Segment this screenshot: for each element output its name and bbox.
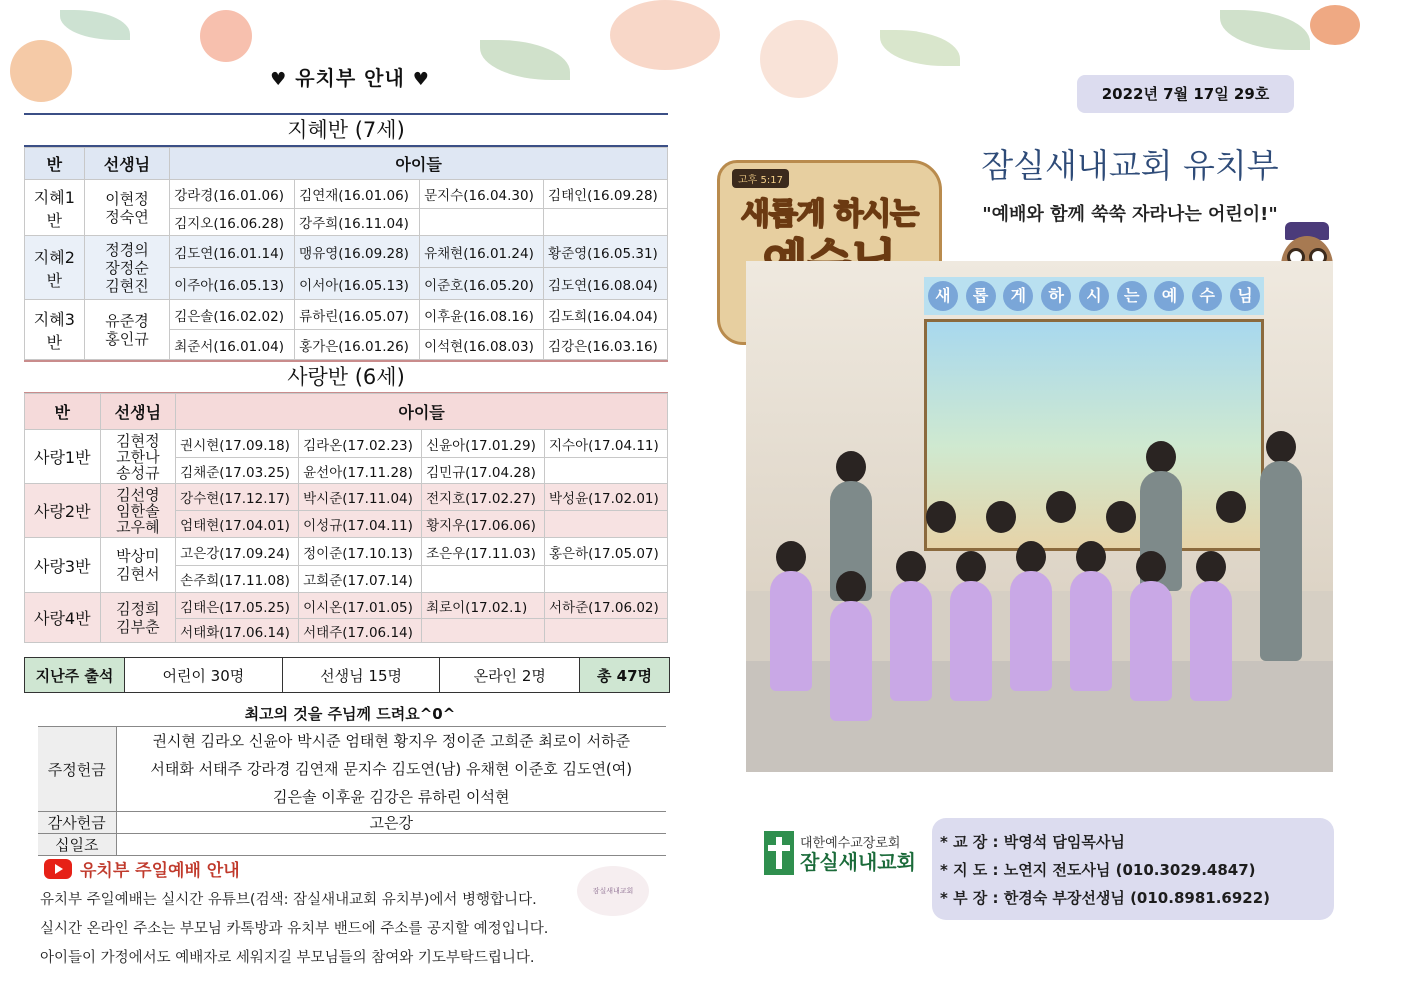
col-header-children: 아이들 xyxy=(176,394,668,430)
notice-line: 아이들이 가정에서도 예배자로 세워지길 부모님들의 참여와 기도부탁드립니다. xyxy=(40,950,535,966)
leaf-decoration xyxy=(1220,10,1310,50)
child-cell: 박시준(17.11.04) xyxy=(299,484,422,511)
notice-line: 실시간 온라인 주소는 부모님 카톡방과 유치부 밴드에 주소를 공지할 예정입니다. xyxy=(40,921,549,937)
col-header-class: 반 xyxy=(25,394,101,430)
youtube-notice-body xyxy=(40,886,548,973)
staff-info-box xyxy=(932,818,1334,920)
offering-title: 최고의 것을 주님께 드려요^0^ xyxy=(244,705,456,723)
class-name: 사랑4반 xyxy=(25,593,101,643)
child-cell: 강수현(17.12.17) xyxy=(176,484,299,511)
child-cell: 황준영(16.05.31) xyxy=(544,236,668,268)
child-cell: 이준호(16.05.20) xyxy=(420,268,544,300)
child-cell: 문지수(16.04.30) xyxy=(420,180,544,209)
class-teachers: 유준경 홍인규 xyxy=(84,300,170,360)
child-cell xyxy=(545,619,668,643)
offering-table xyxy=(38,726,666,856)
photo-children-group xyxy=(776,431,1316,691)
offering-names-line: 서태화 서태주 강라경 김연재 문지수 김도연(남) 유채현 이준호 김도연(여) xyxy=(150,760,633,778)
child-cell: 고은강(17.09.24) xyxy=(176,538,299,566)
notice-line: 유치부 주일예배는 실시간 유튜브(검색: 잠실새내교회 유치부)에서 병행합니다. xyxy=(40,892,537,908)
staff-line: * 교 장 : 박영석 담임목사님 xyxy=(940,833,1125,851)
offering-names-line: 권시현 김라오 신윤아 박시준 엄태현 황지우 정이준 고희준 최로이 서하준 xyxy=(152,732,631,750)
child-cell: 이시온(17.01.05) xyxy=(299,593,422,619)
col-header-teacher: 선생님 xyxy=(84,148,170,180)
attendance-teachers: 선생님 15명 xyxy=(282,658,440,693)
child-cell: 박성윤(17.02.01) xyxy=(545,484,668,511)
child-cell: 유채현(16.01.24) xyxy=(420,236,544,268)
church-emblem-text: 잠실새내교회 xyxy=(592,887,634,895)
child-cell xyxy=(545,566,668,593)
child-cell: 김연재(16.01.06) xyxy=(295,180,420,209)
child-cell: 최준서(16.01.04) xyxy=(170,330,295,360)
church-dept-title: 잠실새내교회 유치부 xyxy=(981,146,1279,185)
child-cell: 이성규(17.04.11) xyxy=(299,511,422,538)
child-cell: 홍은하(17.05.07) xyxy=(545,538,668,566)
group-photo xyxy=(746,261,1333,772)
leaf-decoration xyxy=(880,30,960,66)
church-logo xyxy=(764,827,924,879)
child-cell xyxy=(422,619,545,643)
child-cell: 김태은(17.05.25) xyxy=(176,593,299,619)
child-cell: 권시현(17.09.18) xyxy=(176,430,299,458)
child-cell: 이주아(16.05.13) xyxy=(170,268,295,300)
child-cell: 전지호(17.02.27) xyxy=(422,484,545,511)
child-cell: 김채준(17.03.25) xyxy=(176,458,299,484)
child-cell xyxy=(544,209,668,236)
class-name: 지혜2반 xyxy=(25,236,85,300)
attendance-total: 총 47명 xyxy=(580,658,670,693)
page-title xyxy=(0,62,700,91)
class-name: 사랑3반 xyxy=(25,538,101,593)
banner-letter: 수 xyxy=(1192,281,1222,311)
offering-thanks-names: 고은강 xyxy=(116,812,666,834)
attendance-label: 지난주 출석 xyxy=(25,658,125,693)
youtube-icon xyxy=(44,859,72,879)
child-cell: 윤선아(17.11.28) xyxy=(299,458,422,484)
offering-label-tithe: 십일조 xyxy=(38,834,116,856)
child-cell xyxy=(545,511,668,538)
theme-title-line1: 새롭게 하시는 xyxy=(740,197,919,232)
child-cell xyxy=(420,209,544,236)
col-header-children: 아이들 xyxy=(170,148,668,180)
dept-slogan: "예배와 함께 쑥쑥 자라나는 어린이!" xyxy=(982,204,1278,225)
photo-banner xyxy=(924,277,1264,315)
child-cell: 황지우(17.06.06) xyxy=(422,511,545,538)
attendance-online: 온라인 2명 xyxy=(440,658,580,693)
col-header-teacher: 선생님 xyxy=(100,394,176,430)
child-cell xyxy=(422,566,545,593)
child-cell: 조은우(17.11.03) xyxy=(422,538,545,566)
church-emblem-small xyxy=(577,866,649,916)
sarang-section-title: 사랑반 (6세) xyxy=(24,360,668,394)
child-cell: 김민규(17.04.28) xyxy=(422,458,545,484)
child-cell: 서태화(17.06.14) xyxy=(176,619,299,643)
church-name: 잠실새내교회 xyxy=(800,850,916,874)
child-cell: 김도연(16.01.14) xyxy=(170,236,295,268)
class-name: 사랑2반 xyxy=(25,484,101,538)
class-teachers: 김정희 김부춘 xyxy=(100,593,176,643)
child-cell: 지수아(17.04.11) xyxy=(545,430,668,458)
heart-icon: ♥ xyxy=(412,69,430,90)
cross-icon xyxy=(764,831,794,875)
page-title-text: 유치부 안내 xyxy=(295,66,405,90)
youtube-notice-title: 유치부 주일예배 안내 xyxy=(80,861,240,881)
child-cell: 고희준(17.07.14) xyxy=(299,566,422,593)
offering-label-thanks: 감사헌금 xyxy=(38,812,116,834)
theme-verse-tag: 고후 5:17 xyxy=(732,169,789,188)
jihye-table xyxy=(24,147,668,360)
leaf-decoration xyxy=(60,10,130,40)
child-cell: 이후윤(16.08.16) xyxy=(420,300,544,330)
banner-letter: 하 xyxy=(1041,281,1071,311)
jihye-section-title: 지혜반 (7세) xyxy=(24,113,668,147)
youtube-notice-header xyxy=(44,856,240,881)
child-cell: 맹유영(16.09.28) xyxy=(295,236,420,268)
child-cell: 엄태현(17.04.01) xyxy=(176,511,299,538)
child-cell: 류하린(16.05.07) xyxy=(295,300,420,330)
banner-letter: 님 xyxy=(1230,281,1260,311)
child-cell: 김라온(17.02.23) xyxy=(299,430,422,458)
banner-letter: 시 xyxy=(1079,281,1109,311)
attendance-children: 어린이 30명 xyxy=(125,658,283,693)
child-cell: 서태주(17.06.14) xyxy=(299,619,422,643)
banner-letter: 는 xyxy=(1117,281,1147,311)
child-cell: 김은솔(16.02.02) xyxy=(170,300,295,330)
class-teachers: 정경의 장정순 김현진 xyxy=(84,236,170,300)
issue-date-badge: 2022년 7월 17일 29호 xyxy=(1077,75,1294,113)
banner-letter: 새 xyxy=(928,281,958,311)
child-cell: 강라경(16.01.06) xyxy=(170,180,295,209)
offering-sunday-names xyxy=(116,727,666,812)
flower-decoration xyxy=(760,20,838,98)
class-teachers: 박상미 김현서 xyxy=(100,538,176,593)
flower-decoration xyxy=(200,10,252,62)
child-cell: 김도희(16.04.04) xyxy=(544,300,668,330)
child-cell: 김지오(16.06.28) xyxy=(170,209,295,236)
banner-letter: 예 xyxy=(1154,281,1184,311)
child-cell: 강주희(16.11.04) xyxy=(295,209,420,236)
child-cell: 김도연(16.08.04) xyxy=(544,268,668,300)
class-teachers: 김선영 임한솔 고우혜 xyxy=(100,484,176,538)
attendance-table xyxy=(24,657,670,693)
child-cell: 손주희(17.11.08) xyxy=(176,566,299,593)
church-denomination: 대한예수교장로회 xyxy=(800,836,901,851)
child-cell: 최로이(17.02.1) xyxy=(422,593,545,619)
child-cell: 김태인(16.09.28) xyxy=(544,180,668,209)
child-cell: 신윤아(17.01.29) xyxy=(422,430,545,458)
class-name: 지혜1반 xyxy=(25,180,85,236)
heart-icon: ♥ xyxy=(270,69,288,90)
banner-letter: 게 xyxy=(1003,281,1033,311)
banner-letter: 롭 xyxy=(966,281,996,311)
flower-decoration xyxy=(610,0,720,70)
child-cell: 이서아(16.05.13) xyxy=(295,268,420,300)
offering-label-sunday: 주정헌금 xyxy=(38,727,116,812)
child-cell: 홍가은(16.01.26) xyxy=(295,330,420,360)
class-name: 사랑1반 xyxy=(25,430,101,484)
sarang-table xyxy=(24,393,668,643)
class-name: 지혜3반 xyxy=(25,300,85,360)
offering-tithe-names xyxy=(116,834,666,856)
staff-line: * 지 도 : 노연지 전도사님 (010.3029.4847) xyxy=(940,861,1256,879)
flower-decoration xyxy=(1310,5,1360,45)
col-header-class: 반 xyxy=(25,148,85,180)
child-cell: 이석현(16.08.03) xyxy=(420,330,544,360)
child-cell xyxy=(545,458,668,484)
staff-line: * 부 장 : 한경숙 부장선생님 (010.8981.6922) xyxy=(940,889,1270,907)
class-teachers: 이현정 정숙연 xyxy=(84,180,170,236)
offering-names-line: 김은솔 이후윤 김강은 류하린 이석현 xyxy=(273,788,510,806)
child-cell: 서하준(17.06.02) xyxy=(545,593,668,619)
child-cell: 정이준(17.10.13) xyxy=(299,538,422,566)
child-cell: 김강은(16.03.16) xyxy=(544,330,668,360)
class-teachers: 김현정 고한나 송성규 xyxy=(100,430,176,484)
